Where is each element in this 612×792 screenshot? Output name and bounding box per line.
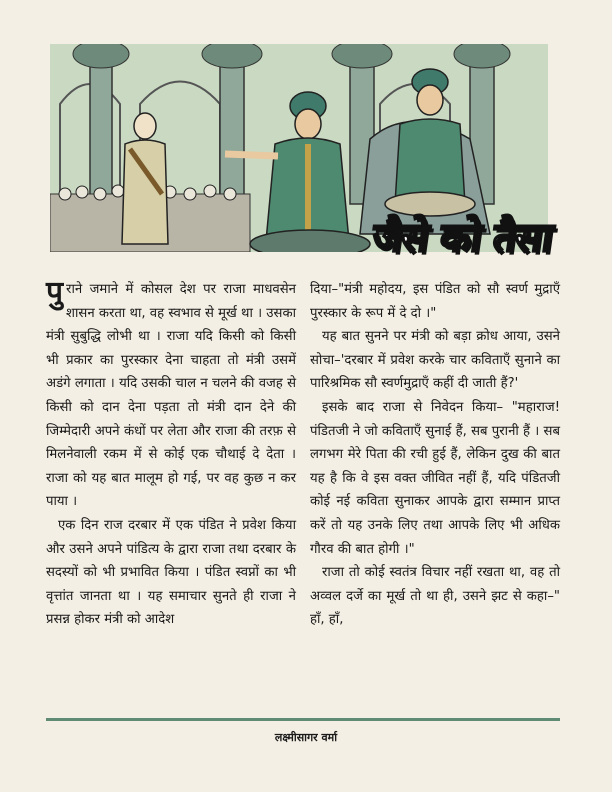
opening-paragraph-text: राने जमाने में कोसल देश पर राजा माधवसेन शासन करता था, वह स्वभाव से मूर्ख था । उसका मंत्री सुबुद्धि लोभी था । राजा यदि किसी को किसी भी प्रकार का पुरस्कार देना चाहता तो मंत्री उसमें अडंगे लगाता । यदि उसकी चाल न चलने की वजह से किसी को दान देना पड़ता तो मंत्री दान देने की जिम्मेदारी अपने कंधों पर लेता और राजा की तरफ़ से मिलनेवाली रकम में से कोई एक चौथाई दे देता । राजा को यह बात मालूम हो गई, पर वह कुछ न कर पाया । <box>46 282 296 510</box>
story-title-block <box>362 206 562 264</box>
story-title: जैसे को तैसा <box>368 214 555 261</box>
paragraph-minister-request: इसके बाद राजा से निवेदन किया– "महाराज! पंडितजी ने जो कविताएँ सुनाई हैं, सब पुरानी हैं । सब लगभग मेरे पिता की रची हुई हैं, लेकिन दुख की बात यह है कि वे इस वक्त जीवित नहीं हैं, यदि पंडितजी कोई नई कविता सुनाकर आपके द्वारा सम्मान प्राप्त करें तो यह उनके लिए तथा आपके लिए भी अधिक गौरव की बात होगी ।" <box>310 399 560 557</box>
author-name: लक्ष्मीसागर वर्मा <box>274 731 338 744</box>
footer-rule <box>46 718 560 721</box>
paragraph-king-order: दिया–"मंत्री महोदय, इस पंडित को सौ स्वर्ण मुद्राएँ पुरस्कार के रूप में दे दो ।" <box>310 282 560 321</box>
paragraph-king-reply: राजा तो कोई स्वतंत्र विचार नहीं रखता था, वह तो अव्वल दर्जे का मूर्ख तो था ही, उसने झट से कहा–" हाँ, हाँ, <box>310 565 560 628</box>
paragraph-minister-anger: यह बात सुनने पर मंत्री को बड़ा क्रोध आया, उसने सोचा–'दरबार में प्रवेश करके चार कविताएँ सुनाने का पारिश्रमिक सौ स्वर्णमुद्राएँ कहीं दी जाती हैं?' <box>310 329 560 392</box>
opening-paragraph <box>46 275 296 514</box>
drop-cap: पु <box>46 275 64 310</box>
paragraph-court-visit: एक दिन राज दरबार में एक पंडित ने प्रवेश किया और उसने अपने पांडित्य के द्वारा राजा तथा दरबार के सदस्यों को भी प्रभावित किया । पंडित स्वप्नों का भी वृत्तांत जानता था । यह समाचार सुनते ही राजा ने प्रसन्न होकर मंत्री को आदेश <box>46 517 296 628</box>
left-text-column <box>46 275 296 632</box>
right-text-column <box>310 278 560 632</box>
